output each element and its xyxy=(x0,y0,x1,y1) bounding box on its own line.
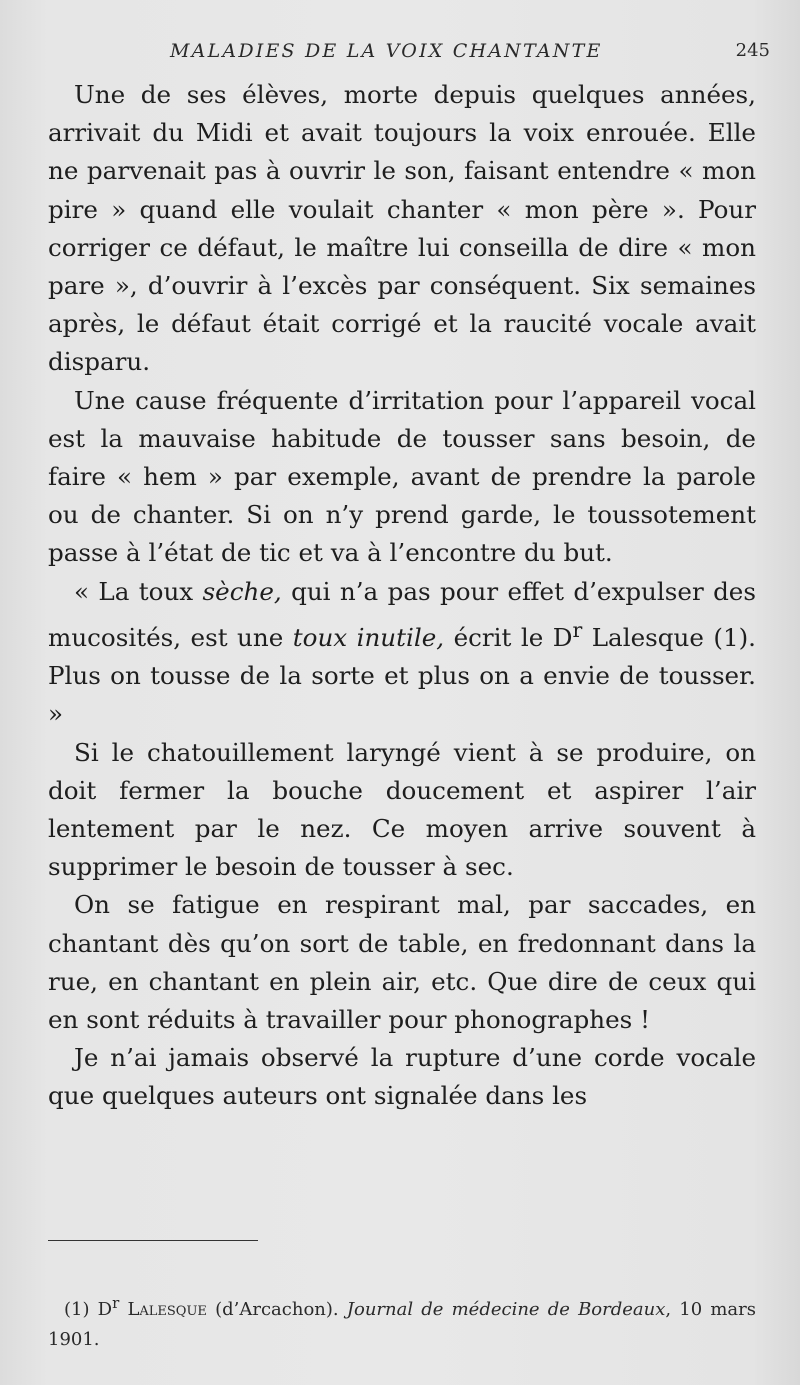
paragraph-5: On se fatigue en respirant mal, par saccades, en chantant dès qu’on sort de table, en fredonnant dans la rue, en chantant en plein air, etc. Que dire de ceux qui en sont réduits à travailler pour phonographes ! xyxy=(48,890,756,1035)
footnote-place: (d’Arcachon). xyxy=(206,1299,347,1320)
paragraph-3 xyxy=(48,573,756,734)
paragraph-2: Une cause fréquente d’irritation pour l’appareil vocal est la mauvaise habitude de tousser sans besoin, de faire « hem » par exemple, avant de prendre la parole ou de chanter. Si on n’y prend garde, le toussotement passe à l’état de tic et va à l’encontre du but. xyxy=(48,385,756,568)
footnote-marker: (1) D xyxy=(64,1299,113,1320)
quote-open-text: « La toux xyxy=(74,576,203,606)
body-text xyxy=(48,76,756,1116)
quote-mid-text: qui n’a pas pour effet d’expulser des mucosités, est une xyxy=(48,576,756,653)
running-head xyxy=(40,40,770,70)
footnote xyxy=(48,1288,756,1355)
paragraph-6: Je n’ai jamais observé la rupture d’une corde vocale que quelques auteurs ont signalée dans les xyxy=(48,1043,756,1111)
footnote-journal: Journal de médecine de Bordeaux xyxy=(346,1299,666,1320)
quote-attribution: écrit le D xyxy=(444,623,573,653)
doctor-superscript: r xyxy=(572,617,583,642)
quote-end-text: Lalesque (1). Plus on tousse de la sorte et plus on a envie de tousser. » xyxy=(48,623,757,729)
footnote-date: , 10 mars 1901. xyxy=(48,1299,756,1350)
emphasis-toux-inutile: toux inutile, xyxy=(292,623,445,653)
running-head-title: MALADIES DE LA VOIX CHANTANTE xyxy=(170,40,603,62)
page-number: 245 xyxy=(735,40,770,61)
emphasis-seche: sèche, xyxy=(202,576,282,606)
paragraph-4: Si le chatouillement laryngé vient à se produire, on doit fermer la bouche doucement et aspirer l’air lentement par le nez. Ce moyen arrive souvent à supprimer le besoin de tousser à sec. xyxy=(48,737,756,882)
footnote-superscript: r xyxy=(112,1294,120,1312)
paragraph-1: Une de ses élèves, morte depuis quelques années, arrivait du Midi et avait toujours la voix enrouée. Elle ne parvenait pas à ouvrir le son, faisant entendre « mon pire » quand elle voulait chanter « mon père ». Pour corriger ce défaut, le maître lui conseilla de dire « mon pare », d’ouvrir à l’excès par conséquent. Six semaines après, le défaut était corrigé et la raucité vocale avait disparu. xyxy=(48,80,756,377)
footnote-rule xyxy=(48,1240,258,1241)
footnote-author: Lalesque xyxy=(127,1299,207,1320)
